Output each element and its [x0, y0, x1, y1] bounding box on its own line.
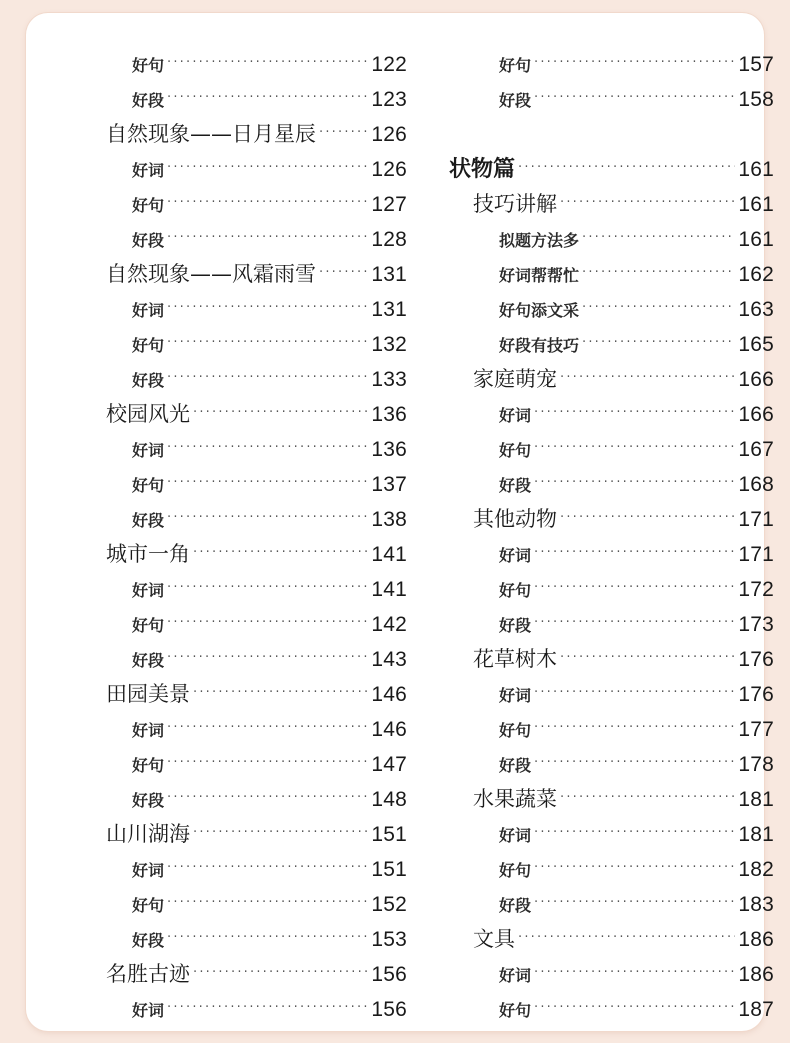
toc-entry-title: 好段 — [132, 651, 165, 670]
toc-right-column — [449, 47, 774, 1027]
toc-entry-title: 水果蔬菜 — [473, 787, 557, 811]
dot-leader — [193, 535, 368, 570]
dot-leader — [193, 815, 368, 850]
toc-entry-title: 好段 — [499, 91, 532, 110]
toc-entry-title: 好段 — [499, 476, 532, 495]
dot-leader — [518, 150, 735, 185]
toc-entry[interactable] — [449, 432, 774, 467]
toc-page-number: 122 — [371, 53, 407, 76]
toc-entry-title: 好词 — [499, 546, 532, 565]
dot-leader — [534, 885, 735, 920]
dot-leader — [534, 955, 735, 990]
toc-entry[interactable] — [449, 292, 774, 327]
toc-entry[interactable] — [106, 467, 407, 502]
toc-entry[interactable] — [449, 957, 774, 992]
dot-leader — [167, 430, 368, 465]
dot-leader — [167, 885, 368, 920]
toc-page-number: 186 — [738, 928, 774, 951]
toc-entry-title: 其他动物 — [473, 507, 557, 531]
toc-page — [26, 13, 774, 1031]
toc-entry[interactable] — [449, 887, 774, 922]
toc-entry[interactable] — [106, 222, 407, 257]
toc-entry-title: 技巧讲解 — [473, 192, 557, 216]
toc-entry-title: 好段 — [132, 791, 165, 810]
toc-entry[interactable] — [106, 327, 407, 362]
toc-entry-title: 好段 — [499, 896, 532, 915]
dot-leader — [167, 220, 368, 255]
toc-page-number: 176 — [738, 683, 774, 706]
toc-page-number: 167 — [738, 438, 774, 461]
dot-leader — [534, 45, 735, 80]
toc-entry[interactable] — [106, 362, 407, 397]
toc-page-number: 152 — [371, 893, 407, 916]
dot-leader — [534, 605, 735, 640]
toc-entry[interactable] — [449, 712, 774, 747]
toc-page-number: 136 — [371, 403, 407, 426]
dot-leader — [518, 920, 735, 955]
dot-leader — [167, 150, 368, 185]
toc-entry[interactable] — [449, 782, 774, 817]
toc-entry[interactable] — [449, 397, 774, 432]
toc-page-number: 126 — [371, 158, 407, 181]
toc-entry[interactable] — [106, 537, 407, 572]
toc-entry[interactable] — [449, 992, 774, 1027]
toc-entry-title: 好词 — [132, 161, 165, 180]
dot-leader — [560, 500, 735, 535]
toc-page-number: 127 — [371, 193, 407, 216]
dot-leader — [534, 465, 735, 500]
toc-entry[interactable] — [106, 922, 407, 957]
toc-page-number: 128 — [371, 228, 407, 251]
toc-entry[interactable] — [106, 992, 407, 1027]
toc-entry-title: 拟题方法多 — [499, 231, 580, 250]
toc-entry-title: 好句 — [132, 196, 165, 215]
toc-entry[interactable] — [106, 257, 407, 292]
toc-entry-title: 好词帮帮忙 — [499, 266, 580, 285]
dot-leader — [193, 675, 368, 710]
dot-leader — [167, 325, 368, 360]
toc-page-number: 151 — [371, 823, 407, 846]
toc-page-number: 156 — [371, 963, 407, 986]
toc-entry-title: 文具 — [473, 927, 515, 951]
toc-page-number: 161 — [738, 193, 774, 216]
toc-section-heading[interactable] — [449, 152, 774, 187]
toc-page-number: 133 — [371, 368, 407, 391]
toc-page-number: 186 — [738, 963, 774, 986]
dot-leader — [167, 780, 368, 815]
toc-entry[interactable] — [106, 782, 407, 817]
dot-leader — [534, 80, 735, 115]
toc-entry[interactable] — [449, 747, 774, 782]
dot-leader — [534, 395, 735, 430]
toc-left-column — [106, 47, 407, 1027]
toc-entry-title: 自然现象——日月星辰 — [106, 122, 316, 146]
toc-entry[interactable] — [106, 117, 407, 152]
toc-entry-title: 好句添文采 — [499, 301, 580, 320]
toc-spacer — [449, 117, 774, 152]
toc-entry[interactable] — [106, 957, 407, 992]
toc-entry-title: 山川湖海 — [106, 822, 190, 846]
dot-leader — [534, 745, 735, 780]
toc-page-number: 137 — [371, 473, 407, 496]
toc-entry[interactable] — [449, 327, 774, 362]
toc-entry[interactable] — [106, 852, 407, 887]
toc-page-number: 131 — [371, 263, 407, 286]
dot-leader — [582, 325, 735, 360]
toc-page-number: 158 — [738, 88, 774, 111]
toc-page-number: 151 — [371, 858, 407, 881]
toc-entry[interactable] — [106, 712, 407, 747]
toc-entry-title: 好段 — [499, 756, 532, 775]
dot-leader — [534, 815, 735, 850]
dot-leader — [319, 115, 368, 150]
toc-entry-title: 好段 — [132, 91, 165, 110]
toc-page-number: 141 — [371, 543, 407, 566]
toc-entry-title: 好词 — [132, 301, 165, 320]
toc-entry[interactable] — [106, 887, 407, 922]
toc-page-number: 178 — [738, 753, 774, 776]
dot-leader — [560, 640, 735, 675]
toc-entry-title: 自然现象——风霜雨雪 — [106, 262, 316, 286]
toc-entry-title: 校园风光 — [106, 402, 190, 426]
toc-entry-title: 好段 — [132, 231, 165, 250]
toc-page-number: 166 — [738, 368, 774, 391]
toc-page-number: 168 — [738, 473, 774, 496]
toc-entry-title: 好词 — [132, 721, 165, 740]
toc-entry[interactable] — [106, 292, 407, 327]
toc-entry-title: 名胜古迹 — [106, 962, 190, 986]
toc-page-number: 173 — [738, 613, 774, 636]
dot-leader — [167, 710, 368, 745]
toc-entry-title: 好段 — [132, 371, 165, 390]
toc-entry[interactable] — [449, 817, 774, 852]
toc-entry-title: 城市一角 — [106, 542, 190, 566]
dot-leader — [534, 990, 735, 1025]
toc-entry-title: 好词 — [132, 861, 165, 880]
toc-entry-title: 好句 — [499, 581, 532, 600]
dot-leader — [193, 955, 368, 990]
toc-entry-title: 好词 — [499, 966, 532, 985]
toc-page-number: 181 — [738, 823, 774, 846]
toc-page-number: 176 — [738, 648, 774, 671]
toc-entry[interactable] — [449, 502, 774, 537]
toc-page-number: 136 — [371, 438, 407, 461]
toc-page-number: 141 — [371, 578, 407, 601]
toc-entry-title: 好句 — [132, 476, 165, 495]
toc-entry-title: 好词 — [132, 441, 165, 460]
toc-entry-title: 好段有技巧 — [499, 336, 580, 355]
dot-leader — [560, 360, 735, 395]
toc-page-number: 153 — [371, 928, 407, 951]
dot-leader — [534, 535, 735, 570]
toc-entry-title: 好段 — [499, 616, 532, 635]
toc-entry[interactable] — [106, 677, 407, 712]
dot-leader — [167, 465, 368, 500]
toc-entry-title: 好词 — [499, 826, 532, 845]
toc-entry-title: 好词 — [132, 581, 165, 600]
toc-entry[interactable] — [449, 187, 774, 222]
toc-entry-title: 好句 — [132, 896, 165, 915]
dot-leader — [560, 185, 735, 220]
toc-entry[interactable] — [106, 817, 407, 852]
toc-entry[interactable] — [106, 47, 407, 82]
toc-entry[interactable] — [106, 747, 407, 782]
toc-entry-title: 好句 — [499, 1001, 532, 1020]
toc-entry[interactable] — [106, 187, 407, 222]
dot-leader — [582, 220, 735, 255]
toc-entry[interactable] — [106, 82, 407, 117]
toc-page-number: 126 — [371, 123, 407, 146]
toc-entry-title: 好词 — [499, 406, 532, 425]
dot-leader — [582, 255, 735, 290]
toc-entry-title: 好句 — [499, 56, 532, 75]
toc-page-number: 146 — [371, 718, 407, 741]
toc-page-number: 123 — [371, 88, 407, 111]
dot-leader — [167, 185, 368, 220]
dot-leader — [167, 920, 368, 955]
toc-entry[interactable] — [106, 607, 407, 642]
dot-leader — [167, 990, 368, 1025]
toc-page-number: 187 — [738, 998, 774, 1021]
toc-page-number: 157 — [738, 53, 774, 76]
toc-entry-title: 好句 — [132, 56, 165, 75]
toc-entry-title: 好段 — [132, 511, 165, 530]
toc-entry[interactable] — [449, 537, 774, 572]
dot-leader — [167, 745, 368, 780]
dot-leader — [534, 570, 735, 605]
dot-leader — [167, 640, 368, 675]
toc-page-number: 146 — [371, 683, 407, 706]
toc-entry[interactable] — [106, 502, 407, 537]
dot-leader — [167, 850, 368, 885]
dot-leader — [534, 675, 735, 710]
toc-page-number: 171 — [738, 543, 774, 566]
toc-entry-title: 好句 — [499, 441, 532, 460]
toc-entry[interactable] — [449, 642, 774, 677]
toc-page-number: 172 — [738, 578, 774, 601]
toc-entry[interactable] — [449, 47, 774, 82]
dot-leader — [534, 850, 735, 885]
toc-entry-title: 花草树木 — [473, 647, 557, 671]
toc-entry-title: 好句 — [132, 756, 165, 775]
dot-leader — [167, 290, 368, 325]
toc-entry[interactable] — [449, 677, 774, 712]
dot-leader — [167, 570, 368, 605]
toc-entry-title: 状物篇 — [449, 157, 516, 182]
toc-entry[interactable] — [106, 432, 407, 467]
toc-entry-title: 好段 — [132, 931, 165, 950]
dot-leader — [167, 80, 368, 115]
toc-page-number: 171 — [738, 508, 774, 531]
toc-page-number: 182 — [738, 858, 774, 881]
dot-leader — [319, 255, 368, 290]
toc-page-number: 148 — [371, 788, 407, 811]
toc-entry-title: 好词 — [132, 1001, 165, 1020]
toc-page-number: 147 — [371, 753, 407, 776]
toc-entry[interactable] — [449, 257, 774, 292]
toc-entry[interactable] — [106, 152, 407, 187]
dot-leader — [534, 430, 735, 465]
toc-entry-title: 田园美景 — [106, 682, 190, 706]
dot-leader — [582, 290, 735, 325]
toc-entry[interactable] — [449, 922, 774, 957]
toc-page-number: 131 — [371, 298, 407, 321]
toc-page-number: 163 — [738, 298, 774, 321]
toc-page-number: 161 — [738, 158, 774, 181]
toc-page-number: 183 — [738, 893, 774, 916]
toc-entry[interactable] — [449, 362, 774, 397]
toc-entry[interactable] — [106, 572, 407, 607]
toc-page-number: 165 — [738, 333, 774, 356]
toc-entry-title: 好句 — [132, 336, 165, 355]
toc-page-number: 177 — [738, 718, 774, 741]
toc-entry[interactable] — [449, 607, 774, 642]
toc-page-number: 143 — [371, 648, 407, 671]
toc-entry[interactable] — [449, 222, 774, 257]
toc-entry-title: 好句 — [132, 616, 165, 635]
toc-entry[interactable] — [449, 572, 774, 607]
dot-leader — [167, 360, 368, 395]
dot-leader — [167, 500, 368, 535]
toc-page-number: 181 — [738, 788, 774, 811]
toc-page-number: 142 — [371, 613, 407, 636]
toc-entry[interactable] — [106, 642, 407, 677]
dot-leader — [534, 710, 735, 745]
toc-page-number: 166 — [738, 403, 774, 426]
toc-entry-title: 好句 — [499, 721, 532, 740]
toc-page-number: 161 — [738, 228, 774, 251]
toc-page-number: 162 — [738, 263, 774, 286]
toc-entry[interactable] — [449, 852, 774, 887]
dot-leader — [167, 45, 368, 80]
toc-page-number: 156 — [371, 998, 407, 1021]
toc-entry-title: 家庭萌宠 — [473, 367, 557, 391]
toc-entry[interactable] — [106, 397, 407, 432]
toc-page-number: 132 — [371, 333, 407, 356]
toc-entry-title: 好词 — [499, 686, 532, 705]
toc-entry[interactable] — [449, 467, 774, 502]
toc-entry[interactable] — [449, 82, 774, 117]
toc-entry-title: 好句 — [499, 861, 532, 880]
dot-leader — [560, 780, 735, 815]
dot-leader — [167, 605, 368, 640]
dot-leader — [193, 395, 368, 430]
toc-page-number: 138 — [371, 508, 407, 531]
